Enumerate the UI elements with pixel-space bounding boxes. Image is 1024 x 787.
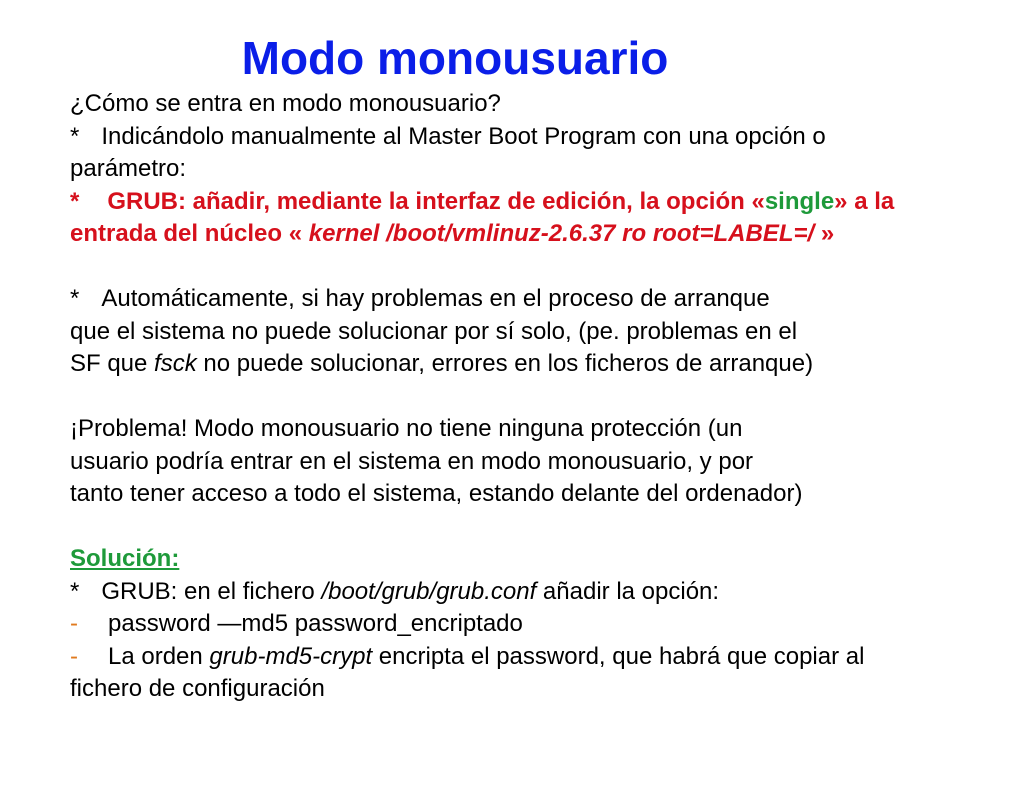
- solution-heading-line: [70, 543, 1010, 576]
- solution-grub-pre: GRUB: en el fichero: [101, 577, 322, 605]
- kernel-command: kernel /boot/vmlinuz-2.6.37 ro root=LABEL=/: [308, 220, 815, 247]
- problem-text-2: usuario podría entrar en el sistema en modo monousuario, y por: [70, 447, 754, 475]
- grub-line2-post: »: [814, 220, 835, 247]
- problem-line-2: [70, 446, 1010, 479]
- slide-body: [70, 88, 1010, 706]
- grub-text-pre: GRUB: añadir, mediante la interfaz de edición, la opción «: [107, 187, 765, 215]
- spacer: [70, 381, 1010, 414]
- solution-grub-line: [70, 576, 1010, 609]
- bullet-asterisk: *: [70, 122, 80, 150]
- grub-line2-pre: entrada del núcleo «: [70, 220, 309, 247]
- problem-line-1: [70, 413, 1010, 446]
- spacer: [70, 511, 1010, 544]
- grub-md5-crypt-command: grub-md5-crypt: [209, 642, 373, 670]
- question-line: [70, 88, 1010, 121]
- solution-item-1-text: password —md5 password_encriptado: [108, 610, 523, 637]
- question-text: ¿Cómo se entra en modo monousuario?: [70, 90, 501, 117]
- solution-item-2-post: encripta el password, que habrá que copiar al: [372, 642, 865, 670]
- solution-item-2-pre: La orden: [108, 642, 210, 670]
- grub-text-post: » a la: [834, 187, 895, 215]
- manual-line-2: [70, 153, 1010, 186]
- spacer: [70, 251, 1010, 284]
- manual-text-1: Indicándolo manualmente al Master Boot Program con una opción o: [101, 122, 826, 150]
- fsck-command: fsck: [154, 350, 197, 377]
- auto-text-1: Automáticamente, si hay problemas en el proceso de arranque: [101, 285, 770, 312]
- manual-line-1: [70, 121, 1010, 154]
- grub-conf-path: /boot/grub/grub.conf: [321, 577, 537, 605]
- bullet-asterisk: *: [70, 187, 80, 215]
- auto-text-3-post: no puede solucionar, errores en los ficheros de arranque): [196, 350, 814, 377]
- problem-text-3: tanto tener acceso a todo el sistema, estando delante del ordenador): [70, 480, 803, 507]
- solution-item-2: [70, 641, 1010, 674]
- dash-bullet: -: [70, 642, 78, 670]
- bullet-asterisk: *: [70, 285, 80, 312]
- problem-text-1: ¡Problema! Modo monousuario no tiene ninguna protección (un: [70, 415, 743, 442]
- auto-text-2: que el sistema no puede solucionar por sí solo, (pe. problemas en el: [70, 317, 798, 345]
- auto-line-2: [70, 316, 1010, 349]
- solution-item-2-line-2: [70, 673, 1010, 706]
- solution-heading: Solución:: [70, 545, 180, 572]
- auto-text-3-pre: SF que: [70, 350, 155, 377]
- auto-line-1: [70, 283, 1010, 316]
- solution-item-2-text-2: fichero de configuración: [70, 675, 325, 702]
- manual-text-2: parámetro:: [70, 155, 187, 182]
- grub-line-1: [70, 186, 1010, 219]
- solution-grub-post: añadir la opción:: [536, 577, 720, 605]
- slide-title: Modo monousuario: [241, 32, 669, 84]
- auto-line-3: [70, 348, 1010, 381]
- grub-line-2: [70, 218, 1010, 251]
- bullet-asterisk: *: [70, 577, 80, 605]
- dash-bullet: -: [70, 610, 78, 637]
- single-option: single: [764, 187, 835, 215]
- solution-item-1: [70, 608, 1010, 641]
- problem-line-3: [70, 478, 1010, 511]
